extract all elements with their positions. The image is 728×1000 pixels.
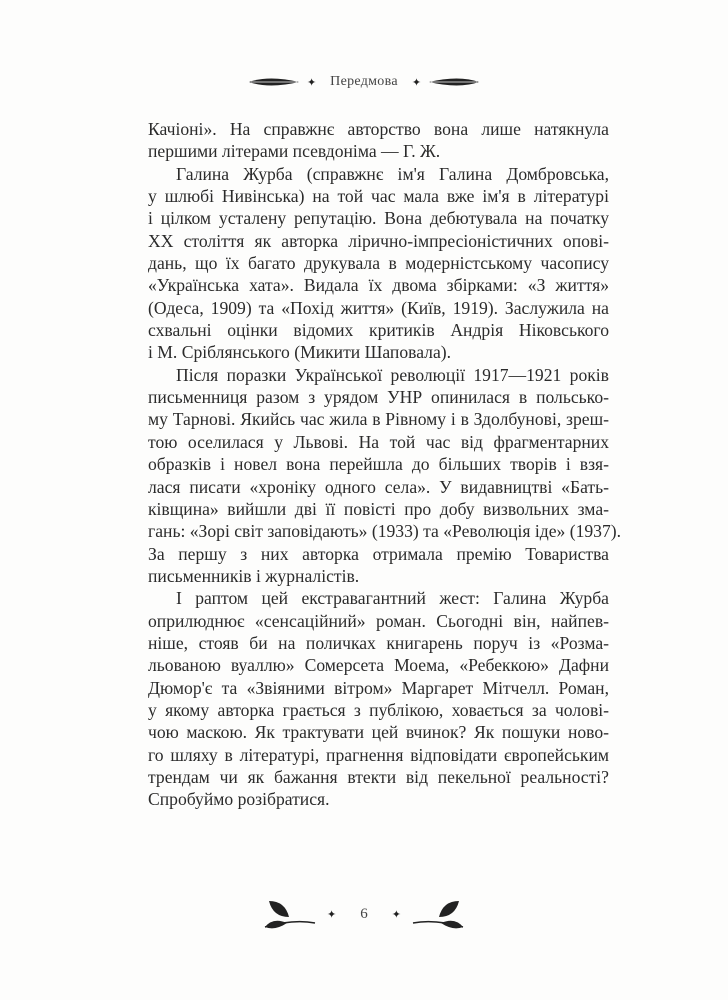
text-line: лася писати «хроніку одного села». У видавництві «Бать-	[148, 476, 609, 497]
leaf-branch-icon	[411, 897, 465, 931]
diamond-icon: ✦	[327, 908, 337, 921]
text-line: гань: «Зорі світ заповідають» (1933) та «Революція іде» (1937).	[148, 521, 622, 542]
text-line: у якому авторка грається з публікою, ховається за чолові-	[148, 699, 609, 720]
page-footer	[0, 896, 728, 932]
text-line: Після поразки Української революції 1917—1921 років	[176, 364, 609, 385]
text-line: у шлюбі Нивінська) на той час мала вже ім'я в літературі	[148, 186, 609, 207]
text-line: го шляху в літературі, прагнення відповідати європейським	[148, 744, 609, 765]
page-number: 6	[360, 905, 368, 922]
leaf-branch-icon	[263, 897, 317, 931]
text-line: письменників і журналістів.	[148, 565, 360, 586]
text-line: ківщина» вийшли дві її повісті про добу визвольних зма-	[148, 498, 609, 519]
running-header	[0, 70, 728, 94]
text-line: Дюмор'є та «Звіяними вітром» Маргарет Мітчелл. Роман,	[148, 677, 609, 698]
text-line: першими літерами псевдоніма — Г. Ж.	[148, 141, 441, 162]
diamond-icon: ✦	[411, 76, 422, 89]
diamond-icon: ✦	[306, 76, 317, 89]
chapter-title: Передмова	[330, 74, 398, 89]
feather-ornament-icon	[249, 76, 299, 88]
text-line: (Одеса, 1909) та «Похід життя» (Київ, 1919). Заслужила на	[148, 297, 609, 318]
text-line: За першу з них авторка отримала премію Товариства	[148, 543, 609, 564]
text-line: тою оселилася у Львові. На той час від фрагментарних	[148, 431, 609, 452]
text-line: І раптом цей екстравагантний жест: Галина Журба	[176, 588, 609, 609]
diamond-icon: ✦	[391, 908, 401, 921]
text-line: Галина Журба (справжнє ім'я Галина Домбровська,	[176, 163, 609, 184]
text-line: льованою вуаллю» Сомерсета Моема, «Ребеккою» Дафни	[148, 655, 609, 676]
text-line: письменниця разом з урядом УНР опинилася в польсько-	[148, 387, 609, 408]
text-line: схвальні оцінки відомих критиків Андрія Ніковського	[148, 320, 609, 341]
text-line: «Українська хата». Видала їх двома збірками: «З життя»	[148, 275, 609, 296]
text-line: ніше, стояв би на поличках книгарень поруч із «Розма-	[148, 632, 609, 653]
body-text	[148, 118, 622, 811]
feather-ornament-icon	[429, 76, 479, 88]
text-line: ХХ століття як авторка лірично-імпресіоністичних опові-	[148, 230, 609, 251]
text-line: і М. Сріблянського (Микити Шаповала).	[148, 342, 452, 363]
text-line: дань, що їх багато друкувала в модерністському часопису	[148, 253, 609, 274]
text-line: Спробуймо розібратися.	[148, 789, 330, 810]
text-line: образків і новел вона перейшла до більших творів і взя-	[148, 454, 609, 475]
text-line: трендам чи як бажання втекти від пекельної реальності?	[148, 766, 609, 787]
text-line: оприлюднює «сенсаційний» роман. Сьогодні він, найпев-	[148, 610, 609, 631]
text-line: чою маскою. Як трактувати цей вчинок? Як пошуки ново-	[148, 722, 609, 743]
text-line: і цілком усталену репутацію. Вона дебютувала на початку	[148, 208, 609, 229]
text-line: Качіоні». На справжнє авторство вона лише натякнула	[148, 119, 609, 139]
text-line: му Тарнові. Якийсь час жила в Рівному і в Здолбунові, зреш-	[148, 409, 609, 430]
